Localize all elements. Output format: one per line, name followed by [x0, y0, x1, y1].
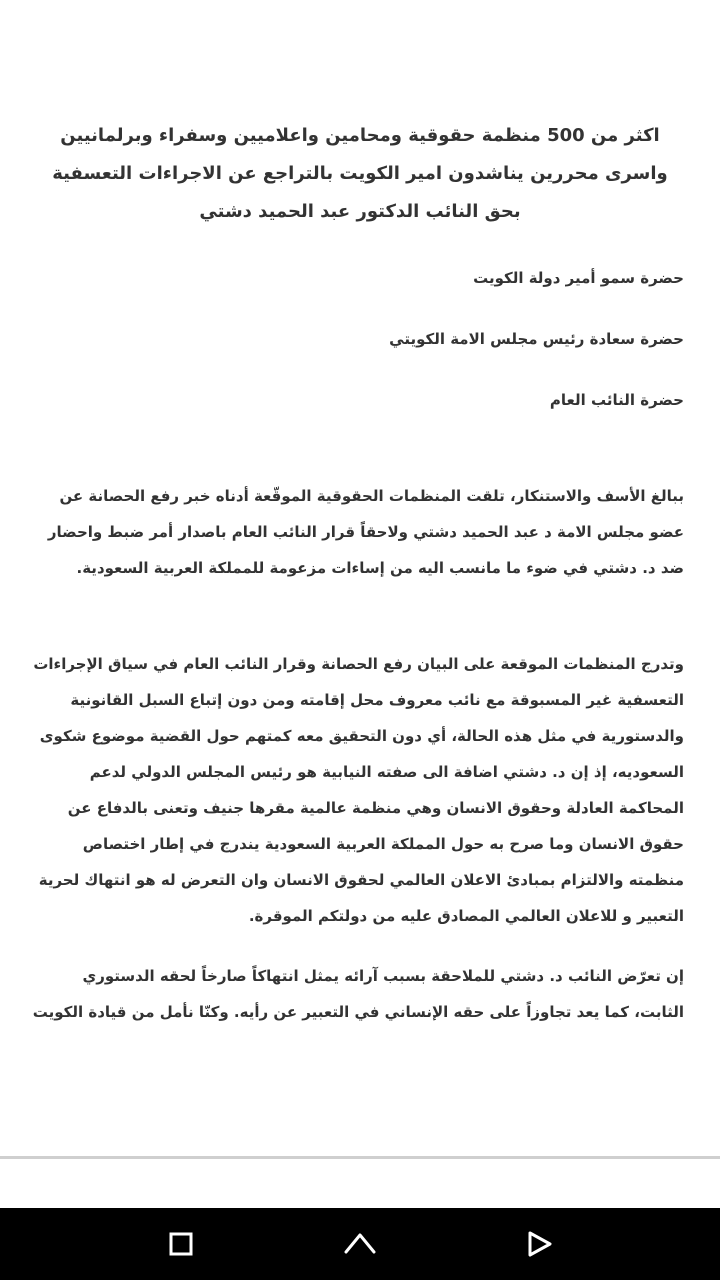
- article-paragraph: وتدرج المنظمات الموقعة على البيان رفع الحصانة وقرار النائب العام في سياق الإجراءات التعسفية غير المسبوقة مع نائب معروف محل إقامته ومن دون إتباع السبل القانونية والدستورية في مثل هذه الحالة، أي دون التحقيق معه كمتهم حول القضية موضوع شكوى السعوديه، إذ إن د. دشتي اضافة الى صفته النيابية هو رئيس المجلس الدولي لدعم المحاكمة العادلة وحقوق الانسان وهي منظمة عالمية مقرها جنيف وتعنى بالدفاع عن حقوق الانسان وما صرح به حول المملكة العربية السعودية يندرج في إطار اختصاص منظمته والالتزام بمبادئ الاعلان العالمي لحقوق الانسان وان التعرض له هو انتهاك لحرية التعبير و للاعلان العالمي المصادق عليه من دولتكم الموقرة.: [33, 655, 684, 925]
- addressee-attorney-general: حضرة النائب العام: [549, 391, 684, 409]
- addressee-parliament-speaker: حضرة سعادة رئيس مجلس الامة الكويتي: [389, 330, 684, 348]
- article-headline: اكثر من 500 منظمة حقوقية ومحامين واعلاميين وسفراء وبرلمانيين واسرى محررين يناشدون امير الكويت بالتراجع عن الاجراءات التعسفية بحق النائب الدكتور عبد الحميد دشتي: [52, 125, 668, 222]
- back-button[interactable]: [516, 1226, 564, 1262]
- addressee-emir: حضرة سمو أمير دولة الكويت: [473, 269, 684, 287]
- article-paragraph: إن تعرّض النائب د. دشتي للملاحقة بسبب آرائه يمثل انتهاكاً صارخاً لحقه الدستوري الثابت، كما يعد تجاوزاً على حقه الإنساني في التعبير عن رأيه. وكنّا نأمل من قيادة الكويت: [32, 967, 684, 1021]
- home-button[interactable]: [336, 1226, 384, 1262]
- system-navigation-bar: [0, 1208, 720, 1280]
- article-paragraph: ببالغ الأسف والاستنكار، تلقت المنظمات الحقوقية الموقّعة أدناه خبر رفع الحصانة عن عضو مجلس الامة د عبد الحميد دشتي ولاحقاً قرار النائب العام باصدار أمر ضبط واحضار ضد د. دشتي في ضوء ما مانسب اليه من إساءات مزعومة للمملكة العربية السعودية.: [47, 487, 684, 577]
- square-outline-icon: [157, 1226, 205, 1262]
- content-divider: [0, 1156, 720, 1159]
- circle-outline-icon: [336, 1226, 384, 1262]
- recent-apps-button[interactable]: [157, 1226, 205, 1262]
- triangle-outline-icon: [516, 1226, 564, 1262]
